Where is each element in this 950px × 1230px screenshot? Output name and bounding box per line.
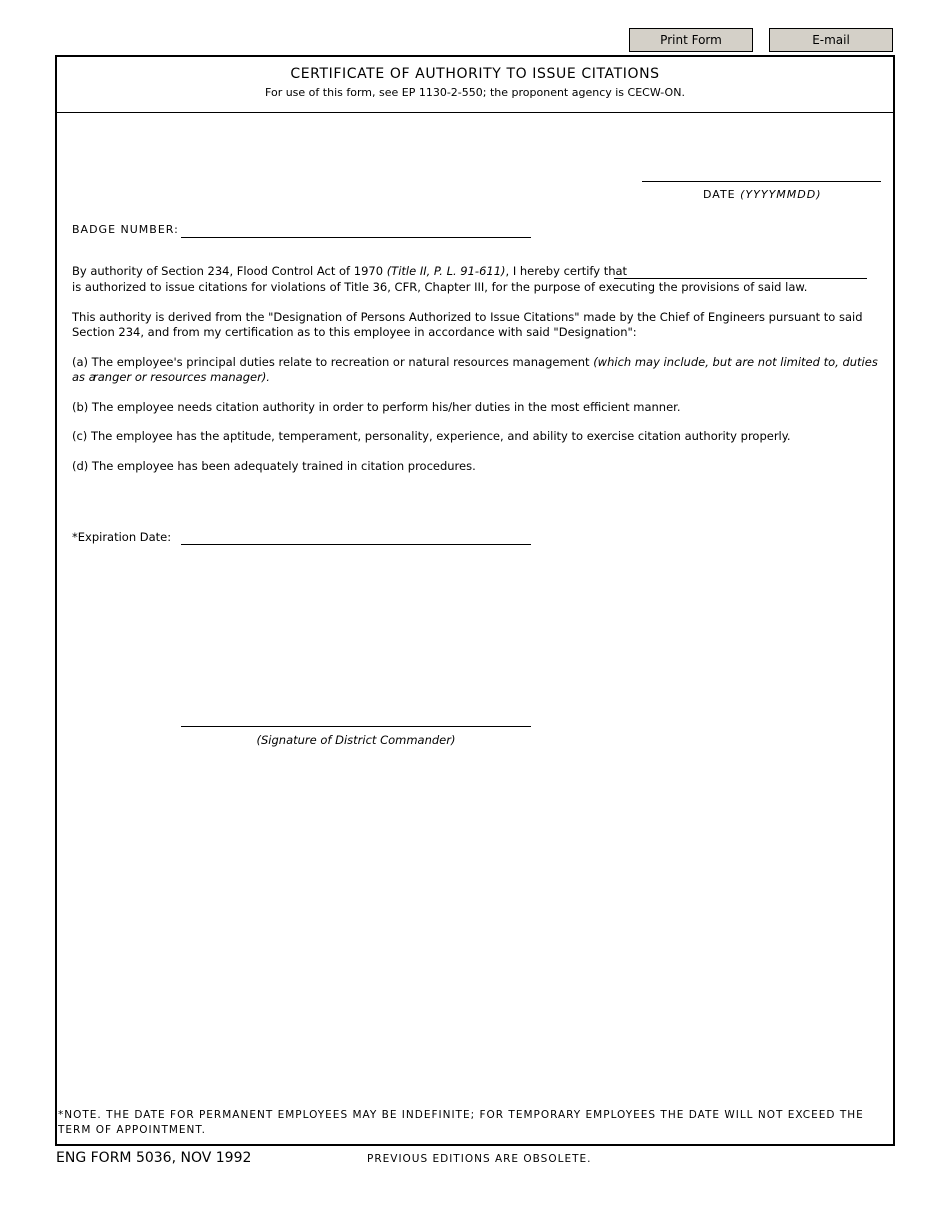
date-label [703,188,822,201]
badge-number-label: BADGE NUMBER: [72,223,179,236]
date-field[interactable] [642,181,881,182]
form-identifier: ENG FORM 5036, NOV 1992 [56,1150,252,1166]
signature-caption: (Signature of District Commander) [256,733,456,747]
footer-note-star: * [58,1109,65,1121]
expiration-date-label: *Expiration Date: [72,530,172,544]
form-title: CERTIFICATE OF AUTHORITY TO ISSUE CITATIONS [290,66,660,82]
certify-prefix: By authority of Section 234, Flood Control Act of 1970 [72,264,387,278]
condition-c: (c) The employee has the aptitude, temperament, personality, experience, and ability to exercise citation authority properly. [72,429,791,443]
form-subtitle: For use of this form, see EP 1130-2-550; the proponent agency is CECW-ON. [265,86,685,99]
footer-note [58,1108,888,1138]
condition-b: (b) The employee needs citation authority in order to perform his/her duties in the most efficient manner. [72,400,681,414]
employee-name-field[interactable] [614,278,867,279]
certify-suffix: , I hereby certify that [505,264,628,278]
condition-a-continued: ranger or resources manager). [93,370,270,384]
certify-line-1 [72,264,627,279]
obsolete-notice: PREVIOUS EDITIONS ARE OBSOLETE. [367,1153,592,1165]
expiration-date-field[interactable] [181,544,531,545]
form-frame [55,55,895,1146]
condition-a-main: (a) The employee's principal duties relate to recreation or natural resources management [72,355,594,369]
signature-field[interactable] [181,726,531,727]
print-form-button[interactable]: Print Form [629,28,753,52]
certify-line-2: is authorized to issue citations for violations of Title 36, CFR, Chapter III, for the purpose of executing the provisions of said law. [72,280,808,294]
date-label-text: DATE [703,188,736,201]
condition-d: (d) The employee has been adequately trained in citation procedures. [72,459,476,473]
derivation-paragraph: This authority is derived from the "Designation of Persons Authorized to Issue Citations" made by the Chief of Engineers pursuant to said Section 234, and from my certification as to this employee in accordance with said "Designation": [72,310,863,339]
badge-number-field[interactable] [181,237,531,238]
email-button[interactable]: E-mail [769,28,893,52]
footer-note-text: NOTE. THE DATE FOR PERMANENT EMPLOYEES MAY BE INDEFINITE; FOR TEMPORARY EMPLOYEES THE DATE WILL NOT EXCEED THE TERM OF APPOINTMENT. [58,1109,864,1136]
form-header [57,57,893,113]
certify-law-ref: (Title II, P. L. 91-611) [386,264,506,278]
condition-a-italic: (which may include, but are not limited to, duties as a [72,355,878,384]
date-format-hint: (YYYYMMDD) [740,188,822,201]
